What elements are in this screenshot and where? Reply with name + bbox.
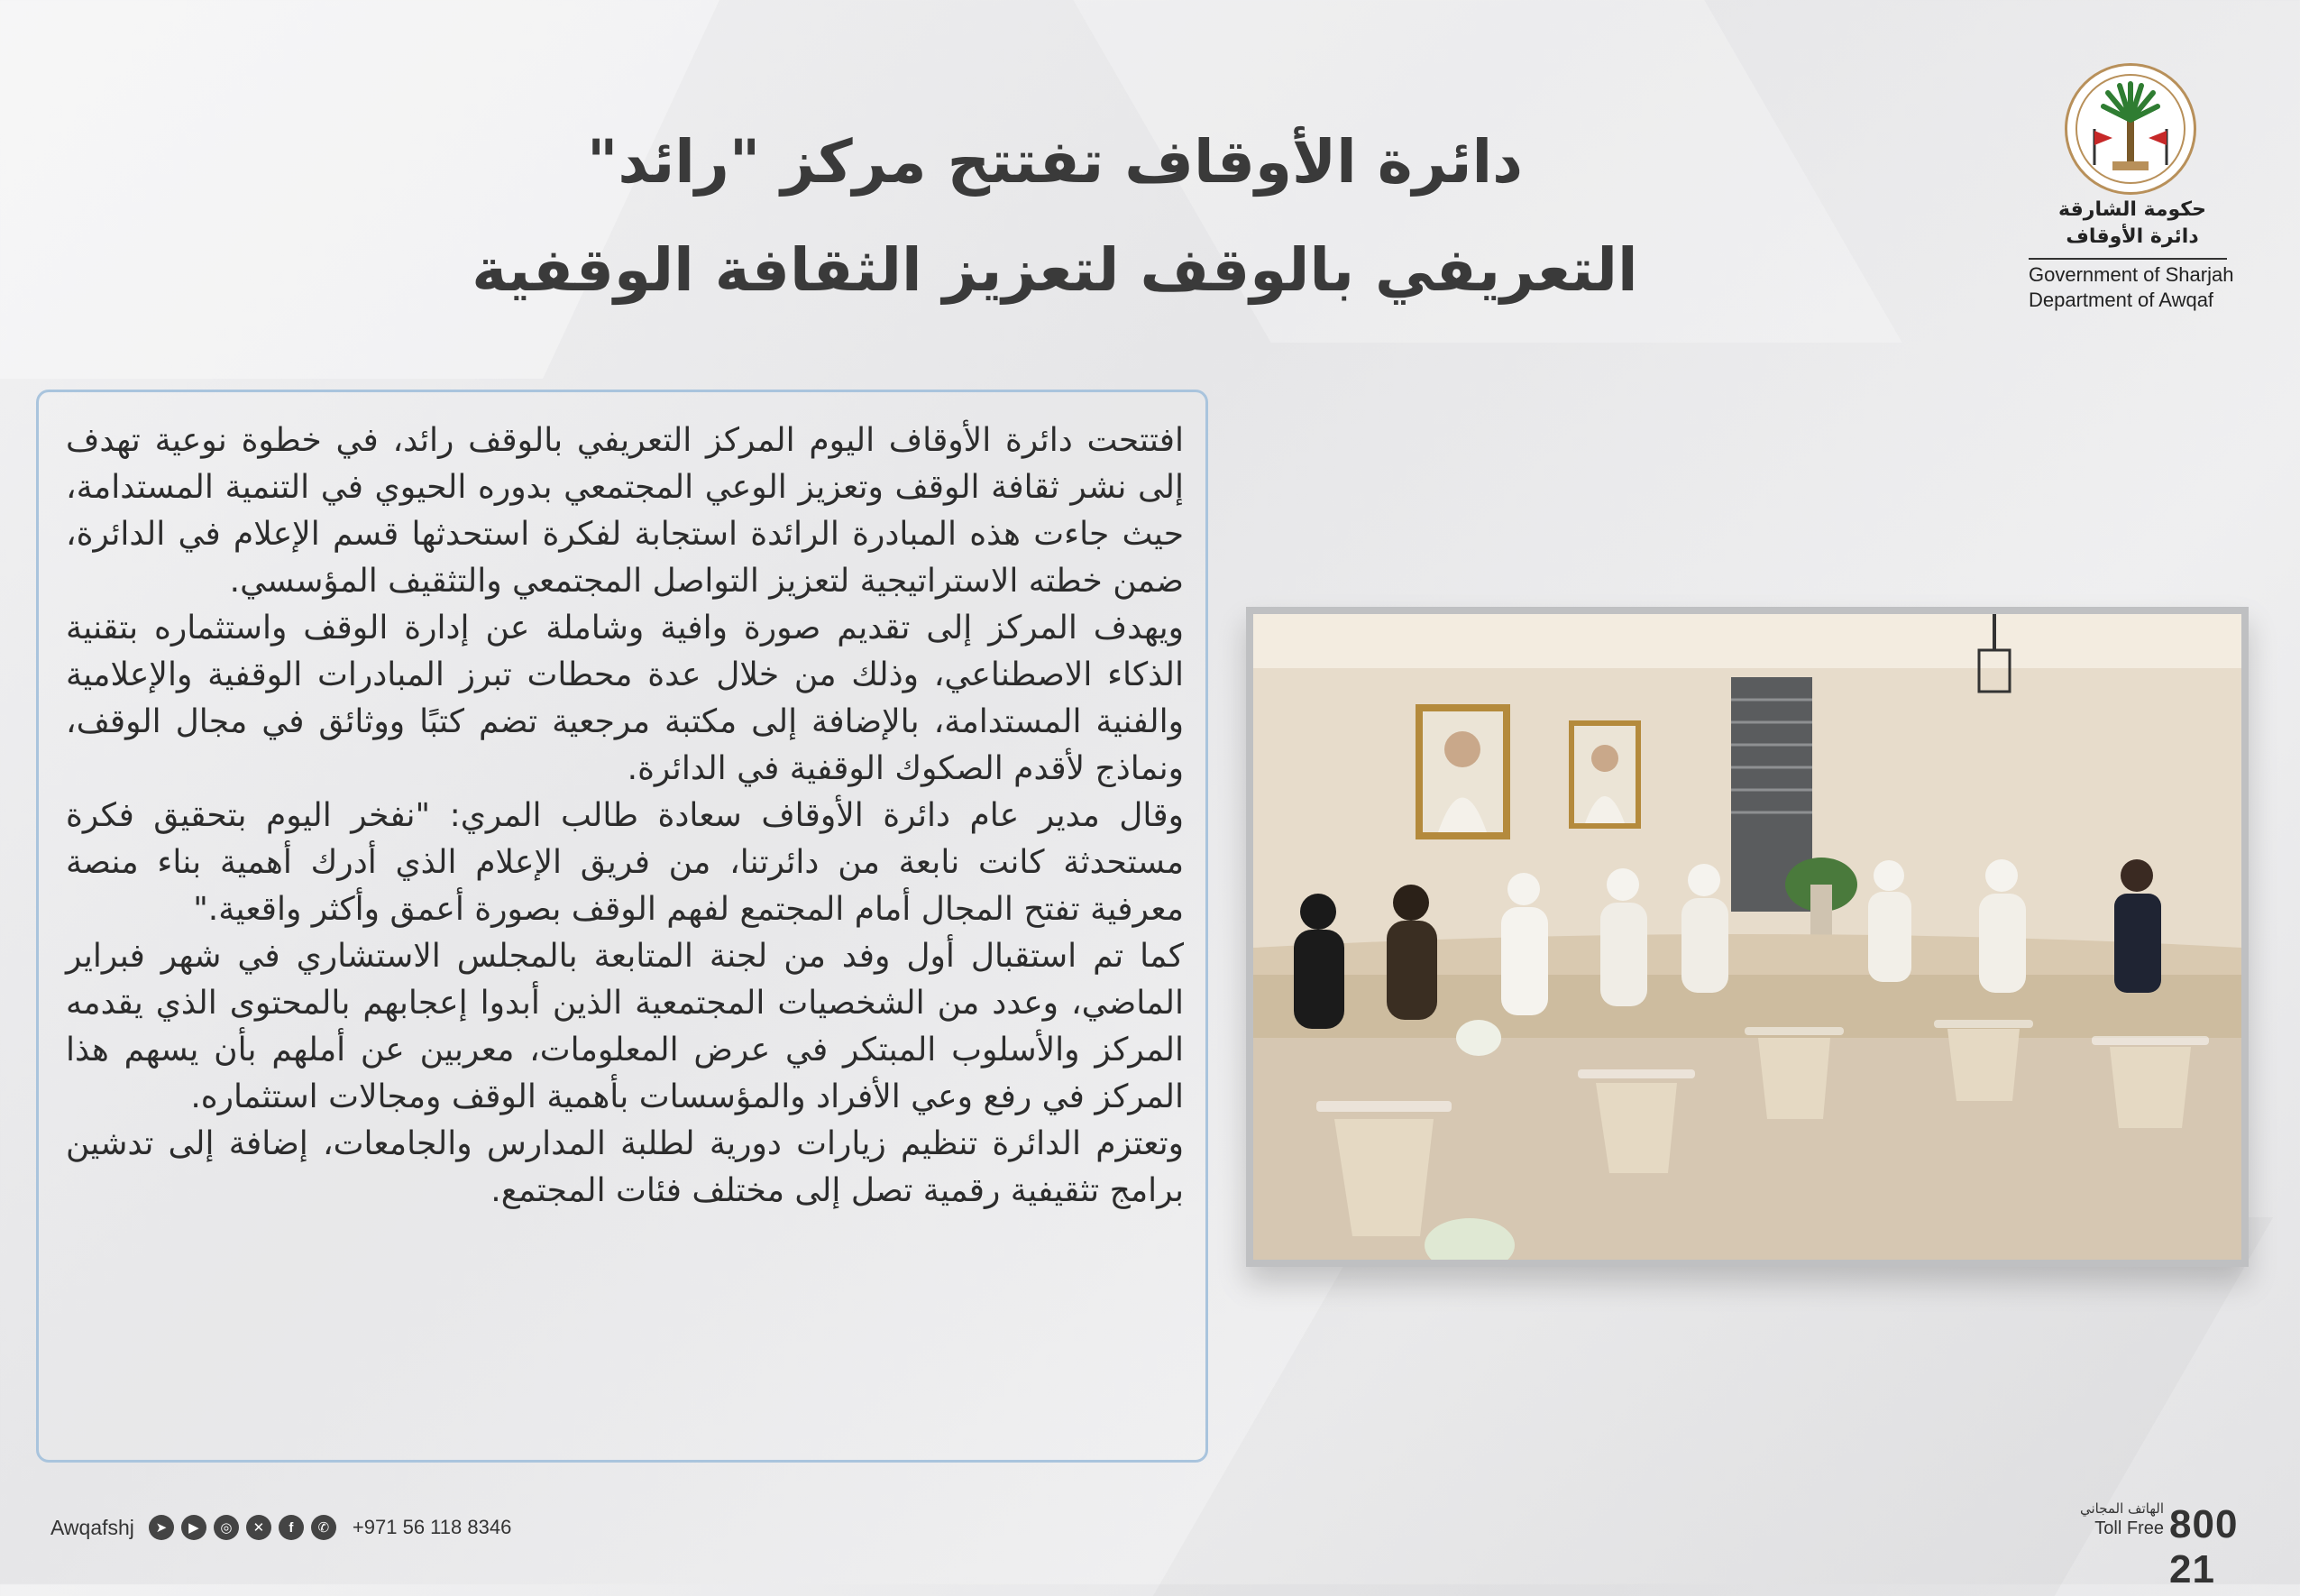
phone-number[interactable]: +971 56 118 8346 [352, 1516, 512, 1538]
instagram-icon[interactable]: ◎ [214, 1515, 239, 1540]
article-body [66, 417, 1184, 1215]
sharjah-awqaf-logo [1993, 63, 2263, 334]
article-paragraph-1: افتتحت دائرة الأوقاف اليوم المركز التعريفي بالوقف رائد، في خطوة نوعية تهدف إلى نشر ثقافة الوقف وتعزيز الوعي المجتمعي بدوره الحيوي في التنمية المستدامة، حيث جاءت هذه المبادرة الرائدة استجابة لفكرة استحدثها قسم الإعلام في الدائرة، ضمن خطته الاستراتيجية لتعزيز التواصل المجتمعي والتثقيف المؤسسي. [66, 422, 1184, 600]
logo-divider [2029, 258, 2227, 260]
logo-english-line2: Department of Awqaf [2029, 289, 2214, 311]
toll-free-label: Toll Free [2094, 1518, 2164, 1538]
meeting-room-photo [1246, 607, 2249, 1267]
toll-free-number[interactable]: 800 21 [2169, 1502, 2239, 1591]
logo-english-line1: Government of Sharjah [2029, 263, 2234, 286]
article-paragraph-2: ويهدف المركز إلى تقديم صورة وافية وشاملة عن إدارة الوقف واستثماره بتقنية الذكاء الاصطناعي، وذلك من خلال عدة محطات تبرز المبادرات الوقفية والإعلامية والفنية المستدامة، بالإضافة إلى مكتبة مرجعية تضم كتبًا ووثائق في مجال الوقف، ونماذج لأقدم الصكوك الوقفية في الدائرة. [66, 610, 1184, 787]
toll-free-arabic: الهاتف المجاني [2079, 1500, 2164, 1517]
article-paragraph-5: وتعتزم الدائرة تنظيم زيارات دورية لطلبة المدارس والجامعات، إضافة إلى تدشين برامج تثقيفية رقمية تصل إلى مختلف فئات المجتمع. [66, 1125, 1184, 1209]
social-handle[interactable]: Awqafshj [50, 1515, 134, 1539]
whatsapp-icon[interactable]: ✆ [311, 1515, 336, 1540]
page-title [469, 108, 1641, 325]
sharjah-emblem-icon [2065, 63, 2196, 195]
footer-contact [50, 1511, 511, 1544]
title-line-1: دائرة الأوقاف تفتتح مركز "رائد" [586, 127, 1524, 197]
x-icon[interactable]: ✕ [246, 1515, 271, 1540]
logo-arabic-line2: دائرة الأوقاف [2066, 225, 2199, 248]
facebook-icon[interactable]: f [279, 1515, 304, 1540]
article-paragraph-3: وقال مدير عام دائرة الأوقاف سعادة طالب المري: "نفخر اليوم بتحقيق فكرة مستحدثة كانت نابعة من دائرتنا، من فريق الإعلام الذي أدرك أهمية بناء منصة معرفية تفتح المجال أمام المجتمع لفهم الوقف بصورة أعمق وأكثر واقعية." [66, 797, 1184, 928]
article-paragraph-4: كما تم استقبال أول وفد من لجنة المتابعة بالمجلس الاستشاري في شهر فبراير الماضي، وعدد من الشخصيات المجتمعية الذين أبدوا إعجابهم بالمحتوى الذي يقدمه المركز والأسلوب المبتكر في عرض المعلومات، معربين عن أملهم بأن يسهم هذا المركز في رفع وعي الأفراد والمؤسسات بأهمية الوقف ومجالات استثماره. [66, 938, 1184, 1115]
toll-free [2047, 1500, 2254, 1591]
logo-arabic-line1: حكومة الشارقة [2058, 198, 2206, 221]
telegram-icon[interactable]: ➤ [149, 1515, 174, 1540]
article-box [36, 390, 1208, 1463]
youtube-icon[interactable]: ▶ [181, 1515, 206, 1540]
title-line-2: التعريفي بالوقف لتعزيز الثقافة الوقفية [472, 235, 1638, 305]
